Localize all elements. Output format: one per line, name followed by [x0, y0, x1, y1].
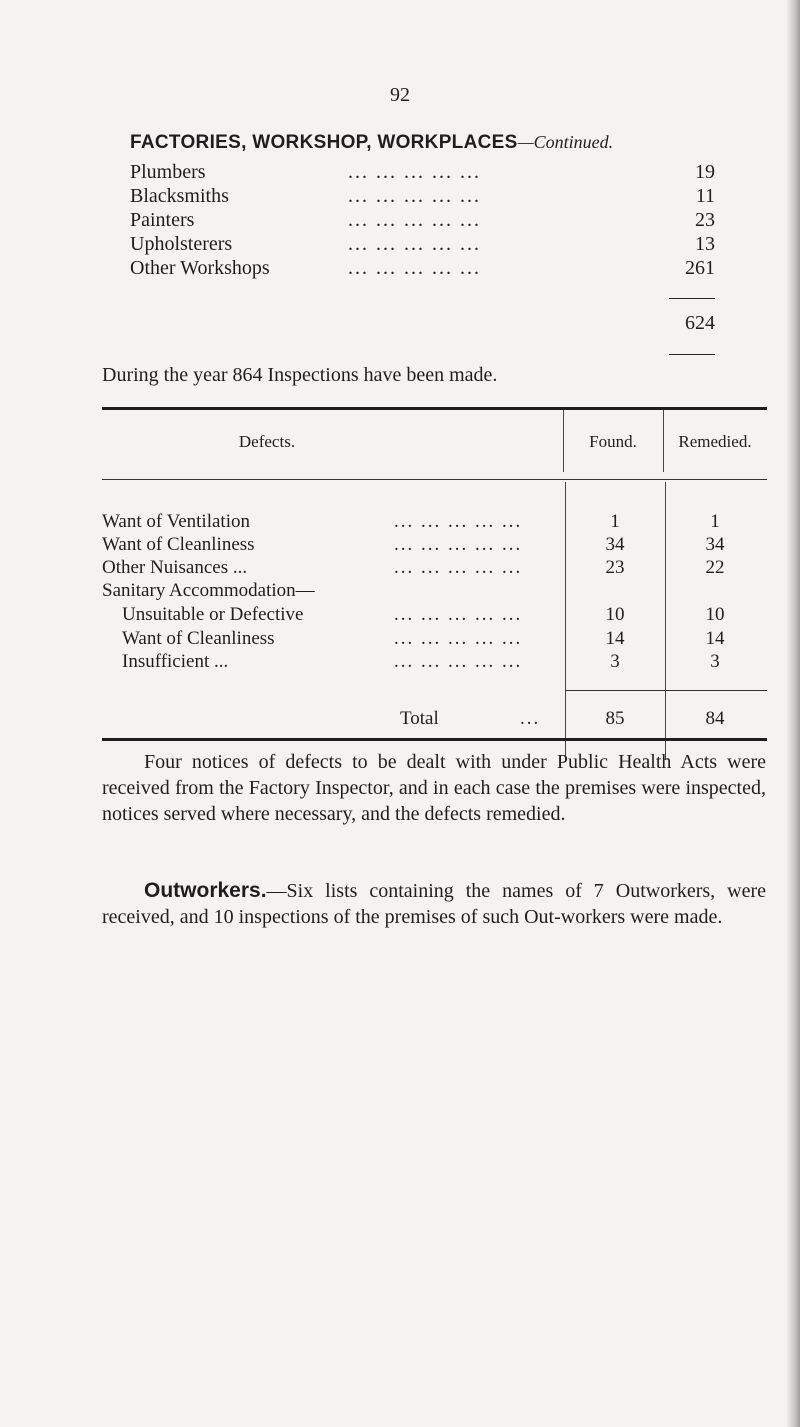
remedied-value: 3 [710, 651, 720, 672]
leader-dots: ... ... ... ... ... [348, 233, 481, 255]
header-defects: Defects. [238, 432, 296, 451]
table-row [102, 510, 767, 534]
total-found: 85 [605, 708, 625, 729]
workshop-count: 13 [695, 233, 715, 255]
workshop-label: Upholsterers [130, 233, 233, 255]
page-number: 92 [390, 84, 410, 106]
leader-dots: ... ... ... ... ... [348, 185, 481, 207]
leader-dots: ... ... ... ... ... [394, 604, 523, 625]
workshop-row [130, 208, 715, 232]
table-row [102, 533, 767, 557]
workshop-label: Other Workshops [130, 257, 270, 279]
section-heading-title: FACTORIES, WORKSHOP, WORKPLACES [130, 132, 518, 153]
column-divider [563, 410, 564, 472]
defect-label: Want of Cleanliness [122, 628, 275, 649]
found-value: 3 [610, 651, 620, 672]
remedied-value: 34 [705, 534, 725, 555]
workshop-list [130, 160, 715, 280]
outworkers-text: —Six lists containing the names of 7 Outworkers, were received, and 10 inspections of the premises of such Out-workers were made. [102, 880, 766, 928]
remedied-value: 22 [705, 557, 725, 578]
notices-paragraph: Four notices of defects to be dealt with under Public Health Acts were received from the Factory Inspector, and in each case the premises were inspected, notices served where necessary, and the defects remedied. [102, 751, 766, 825]
leader-dots: ... ... ... ... ... [348, 209, 481, 231]
total-rule [565, 690, 767, 691]
header-remedied: Remedied. [678, 432, 752, 451]
leader-dots: ... [520, 708, 541, 729]
defect-group-label: Sanitary Accommodation— [102, 580, 315, 601]
table-row [102, 627, 767, 651]
workshop-label: Blacksmiths [130, 185, 229, 207]
total-label: Total [400, 708, 439, 729]
found-value: 34 [605, 534, 625, 555]
workshop-count: 19 [695, 161, 715, 183]
leader-dots: ... ... ... ... ... [394, 534, 523, 555]
defect-label: Want of Ventilation [102, 511, 250, 532]
workshops-total: 624 [685, 312, 715, 334]
defect-label: Insufficient ... [122, 651, 229, 672]
section-heading [130, 132, 613, 154]
leader-dots: ... ... ... ... ... [348, 161, 481, 183]
header-found: Found. [589, 432, 637, 451]
workshop-count: 261 [685, 257, 715, 279]
remedied-value: 14 [705, 628, 725, 649]
outworkers-lead: Outworkers. [144, 879, 267, 902]
found-value: 10 [605, 604, 625, 625]
found-value: 14 [605, 628, 625, 649]
table-bottom-rule [102, 738, 767, 741]
remedied-value: 1 [710, 511, 720, 532]
defect-label: Unsuitable or Defective [122, 604, 304, 625]
table-row [102, 650, 767, 674]
workshop-label: Painters [130, 209, 195, 231]
table-row [102, 603, 767, 627]
leader-dots: ... ... ... ... ... [394, 511, 523, 532]
sum-rule-top [669, 298, 715, 299]
table-row [102, 556, 767, 580]
workshop-row [130, 160, 715, 184]
workshop-row [130, 256, 715, 280]
workshop-label: Plumbers [130, 161, 206, 183]
column-divider [663, 410, 664, 472]
workshop-row [130, 232, 715, 256]
defect-label: Other Nuisances ... [102, 557, 248, 578]
header-rule [102, 479, 767, 480]
leader-dots: ... ... ... ... ... [394, 628, 523, 649]
table-row-group-heading [102, 579, 767, 603]
leader-dots: ... ... ... ... ... [394, 557, 523, 578]
inspections-sentence: During the year 864 Inspections have been made. [102, 364, 498, 386]
workshop-count: 23 [695, 209, 715, 231]
sum-rule-bottom [669, 354, 715, 355]
table-top-rule [102, 407, 767, 410]
page-edge-shadow [786, 0, 800, 1427]
leader-dots: ... ... ... ... ... [348, 257, 481, 279]
workshop-count: 11 [695, 185, 715, 207]
section-heading-continued: —Continued. [517, 132, 614, 152]
leader-dots: ... ... ... ... ... [394, 651, 523, 672]
workshop-row [130, 184, 715, 208]
total-row [102, 707, 767, 731]
remedied-value: 10 [705, 604, 725, 625]
outworkers-paragraph [102, 878, 766, 930]
found-value: 23 [605, 557, 625, 578]
defect-label: Want of Cleanliness [102, 534, 255, 555]
total-remedied: 84 [705, 708, 725, 729]
found-value: 1 [610, 511, 620, 532]
